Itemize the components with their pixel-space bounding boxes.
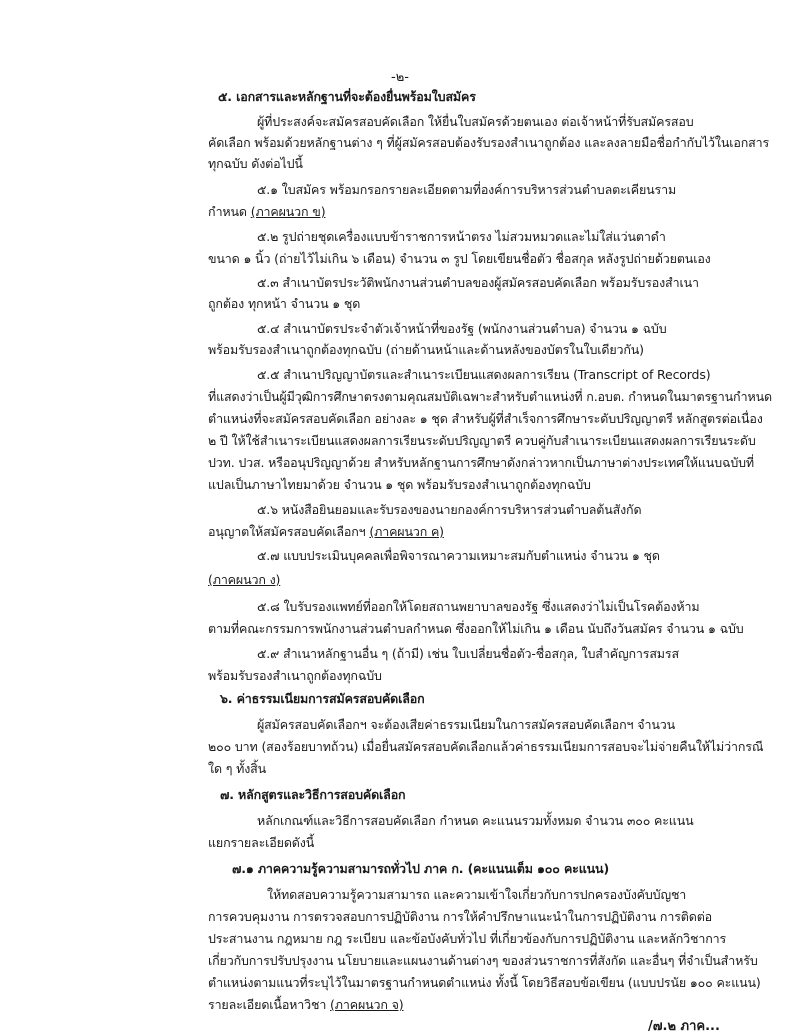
paragraph-line: ตำแหน่งที่จะสมัครสอบคัดเลือก อย่างละ ๑ ชุด สำหรับผู้ที่สำเร็จการศึกษาระดับปริญญาตรี หลักสูตรต่อเนื่อง <box>208 411 763 426</box>
paragraph-line: ผู้สมัครสอบคัดเลือกฯ จะต้องเสียค่าธรรมเนียมในการสมัครสอบคัดเลือกฯ จำนวน <box>257 717 676 732</box>
paragraph-line: ๒ ปี ให้ใช้สำเนาระเบียนแสดงผลการเรียนระดับปริญญาตรี ควบคู่กับสำเนาระเบียนแสดงผลการเรียนระดับ <box>208 433 756 448</box>
paragraph-line: ตามที่คณะกรรมการพนักงานส่วนตำบลกำหนด ซึ่งออกให้ไม่เกิน ๑ เดือน นับถึงวันสมัคร จำนวน ๑ ฉบับ <box>208 621 744 636</box>
paragraph-line: พร้อมรับรองสำเนาถูกต้องทุกฉบับ (ถ่ายด้านหน้าและด้านหลังของบัตรในใบเดียวกัน) <box>208 342 644 357</box>
page-number: -๒- <box>391 70 409 85</box>
paragraph-line: ที่แสดงว่าเป็นผู้มีวุฒิการศึกษาตรงตามคุณสมบัติเฉพาะสำหรับตำแหน่งที่ ก.อบต. กำหนดในมาตรฐานกำหนด <box>208 389 772 404</box>
appendix-reference: (ภาคผนวก จ) <box>330 997 404 1012</box>
paragraph-line: ผู้ที่ประสงค์จะสมัครสอบคัดเลือก ให้ยื่นใบสมัครด้วยตนเอง ต่อเจ้าหน้าที่รับสมัครสอบ <box>257 114 694 129</box>
paragraph-line <box>208 203 325 221</box>
paragraph-line: ขนาด ๑ นิ้ว (ถ่ายไว้ไม่เกิน ๖ เดือน) จำนวน ๓ รูป โดยเขียนชื่อตัว ชื่อสกุล หลังรูปถ่ายด้วยตนเอง <box>208 251 711 266</box>
paragraph-text: กำหนด <box>208 204 251 219</box>
paragraph-text: อนุญาตให้สมัครสอบคัดเลือกฯ <box>208 524 370 539</box>
item-5-7: ๕.๗ แบบประเมินบุคคลเพื่อพิจารณาความเหมาะสมกับตำแหน่ง จำนวน ๑ ชุด <box>257 548 660 563</box>
section-6-heading: ๖. ค่าธรรมเนียมการสมัครสอบคัดเลือก <box>220 691 425 706</box>
item-5-2: ๕.๒ รูปถ่ายชุดเครื่องแบบข้าราชการหน้าตรง ไม่สวมหมวดและไม่ใส่แว่นตาดำ <box>257 229 666 244</box>
paragraph-line: ให้ทดสอบความรู้ความสามารถ และความเข้าใจเกี่ยวกับการปกครองบังคับบัญชา <box>267 887 687 902</box>
section-5-heading: ๕. เอกสารและหลักฐานที่จะต้องยื่นพร้อมใบสมัคร <box>218 89 476 104</box>
paragraph-line: แยกรายละเอียดดังนี้ <box>208 835 315 850</box>
paragraph-line <box>208 996 404 1014</box>
paragraph-line <box>208 523 444 541</box>
section-7-heading: ๗. หลักสูตรและวิธีการสอบคัดเลือก <box>220 787 406 802</box>
item-5-5: ๕.๕ สำเนาปริญญาบัตรและสำเนาระเบียนแสดงผลการเรียน (Transcript of Records) <box>257 367 711 382</box>
page-continuation: /๗.๒ ภาค... <box>648 1019 720 1034</box>
paragraph-line: ใด ๆ ทั้งสิ้น <box>208 761 267 776</box>
paragraph-line: การควบคุมงาน การตรวจสอบการปฏิบัติงาน การให้คำปรึกษาแนะนำในการปฏิบัติงาน การติดต่อ <box>208 909 713 924</box>
paragraph-line: ประสานงาน กฎหมาย กฎ ระเบียบ และข้อบังคับทั่วไป ที่เกี่ยวข้องกับการปฏิบัติงาน และหลักวิชาการ <box>208 931 727 946</box>
paragraph-text: รายละเอียดเนื้อหาวิชา <box>208 997 331 1012</box>
paragraph-line: เกี่ยวกับการปรับปรุงงาน นโยบายและแผนงานด้านต่างๆ ของส่วนราชการที่สังกัด และอื่นๆ ที่จำเป็นสำหรับ <box>208 953 758 968</box>
appendix-reference: (ภาคผนวก ข) <box>250 204 326 219</box>
paragraph-line: แปลเป็นภาษาไทยมาด้วย จำนวน ๑ ชุด พร้อมรับรองสำเนาถูกต้องทุกฉบับ <box>208 477 591 492</box>
item-5-4: ๕.๔ สำเนาบัตรประจำตัวเจ้าหน้าที่ของรัฐ (พนักงานส่วนตำบล) จำนวน ๑ ฉบับ <box>257 321 667 336</box>
item-5-9: ๕.๙ สำเนาหลักฐานอื่น ๆ (ถ้ามี) เช่น ใบเปลี่ยนชื่อตัว-ชื่อสกุล, ใบสำคัญการสมรส <box>257 646 679 661</box>
paragraph-line: ทุกฉบับ ดังต่อไปนี้ <box>208 156 303 171</box>
paragraph-line: ๒๐๐ บาท (สองร้อยบาทถ้วน) เมื่อยื่นสมัครสอบคัดเลือกแล้วค่าธรรมเนียมการสอบจะไม่จ่ายคืนให้ไม่ว่ากรณี <box>208 739 764 754</box>
paragraph-line: ตำแหน่งตามแนวที่ระบุไว้ในมาตรฐานกำหนดตำแหน่ง ทั้งนี้ โดยวิธีสอบข้อเขียน (แบบปรนัย ๑๐๐ คะแนน) <box>208 975 761 990</box>
paragraph-line: ปวท. ปวส. หรืออนุปริญญาด้วย สำหรับหลักฐานการศึกษาดังกล่าวหากเป็นภาษาต่างประเทศให้แนบฉบับที่ <box>208 455 755 470</box>
paragraph-line: หลักเกณฑ์และวิธีการสอบคัดเลือก กำหนด คะแนนรวมทั้งหมด จำนวน ๓๐๐ คะแนน <box>257 813 694 828</box>
item-5-1: ๕.๑ ใบสมัคร พร้อมกรอกรายละเอียดตามที่องค์การบริหารส่วนตำบลตะเคียนราม <box>257 182 677 197</box>
appendix-reference: (ภาคผนวก ค) <box>369 524 444 539</box>
item-5-3: ๕.๓ สำเนาบัตรประวัติพนักงานส่วนตำบลของผู้สมัครสอบคัดเลือก พร้อมรับรองสำเนา <box>257 275 699 290</box>
paragraph-line: ถูกต้อง ทุกหน้า จำนวน ๑ ชุด <box>208 296 361 311</box>
paragraph-line: พร้อมรับรองสำเนาถูกต้องทุกฉบับ <box>208 668 382 683</box>
item-5-6: ๕.๖ หนังสือยินยอมและรับรองของนายกองค์การบริหารส่วนตำบลต้นสังกัด <box>257 502 642 517</box>
subsection-7-1-heading: ๗.๑ ภาคความรู้ความสามารถทั่วไป ภาค ก. (คะแนนเต็ม ๑๐๐ คะแนน) <box>232 861 610 876</box>
item-5-8: ๕.๘ ใบรับรองแพทย์ที่ออกให้โดยสถานพยาบาลของรัฐ ซึ่งแสดงว่าไม่เป็นโรคต้องห้าม <box>257 599 700 614</box>
appendix-reference: (ภาคผนวก ง) <box>208 572 281 587</box>
paragraph-line: คัดเลือก พร้อมด้วยหลักฐานต่าง ๆ ที่ผู้สมัครสอบต้องรับรองสำเนาถูกต้อง และลงลายมือชื่อกำกับไว้ในเอกสาร <box>208 135 770 150</box>
